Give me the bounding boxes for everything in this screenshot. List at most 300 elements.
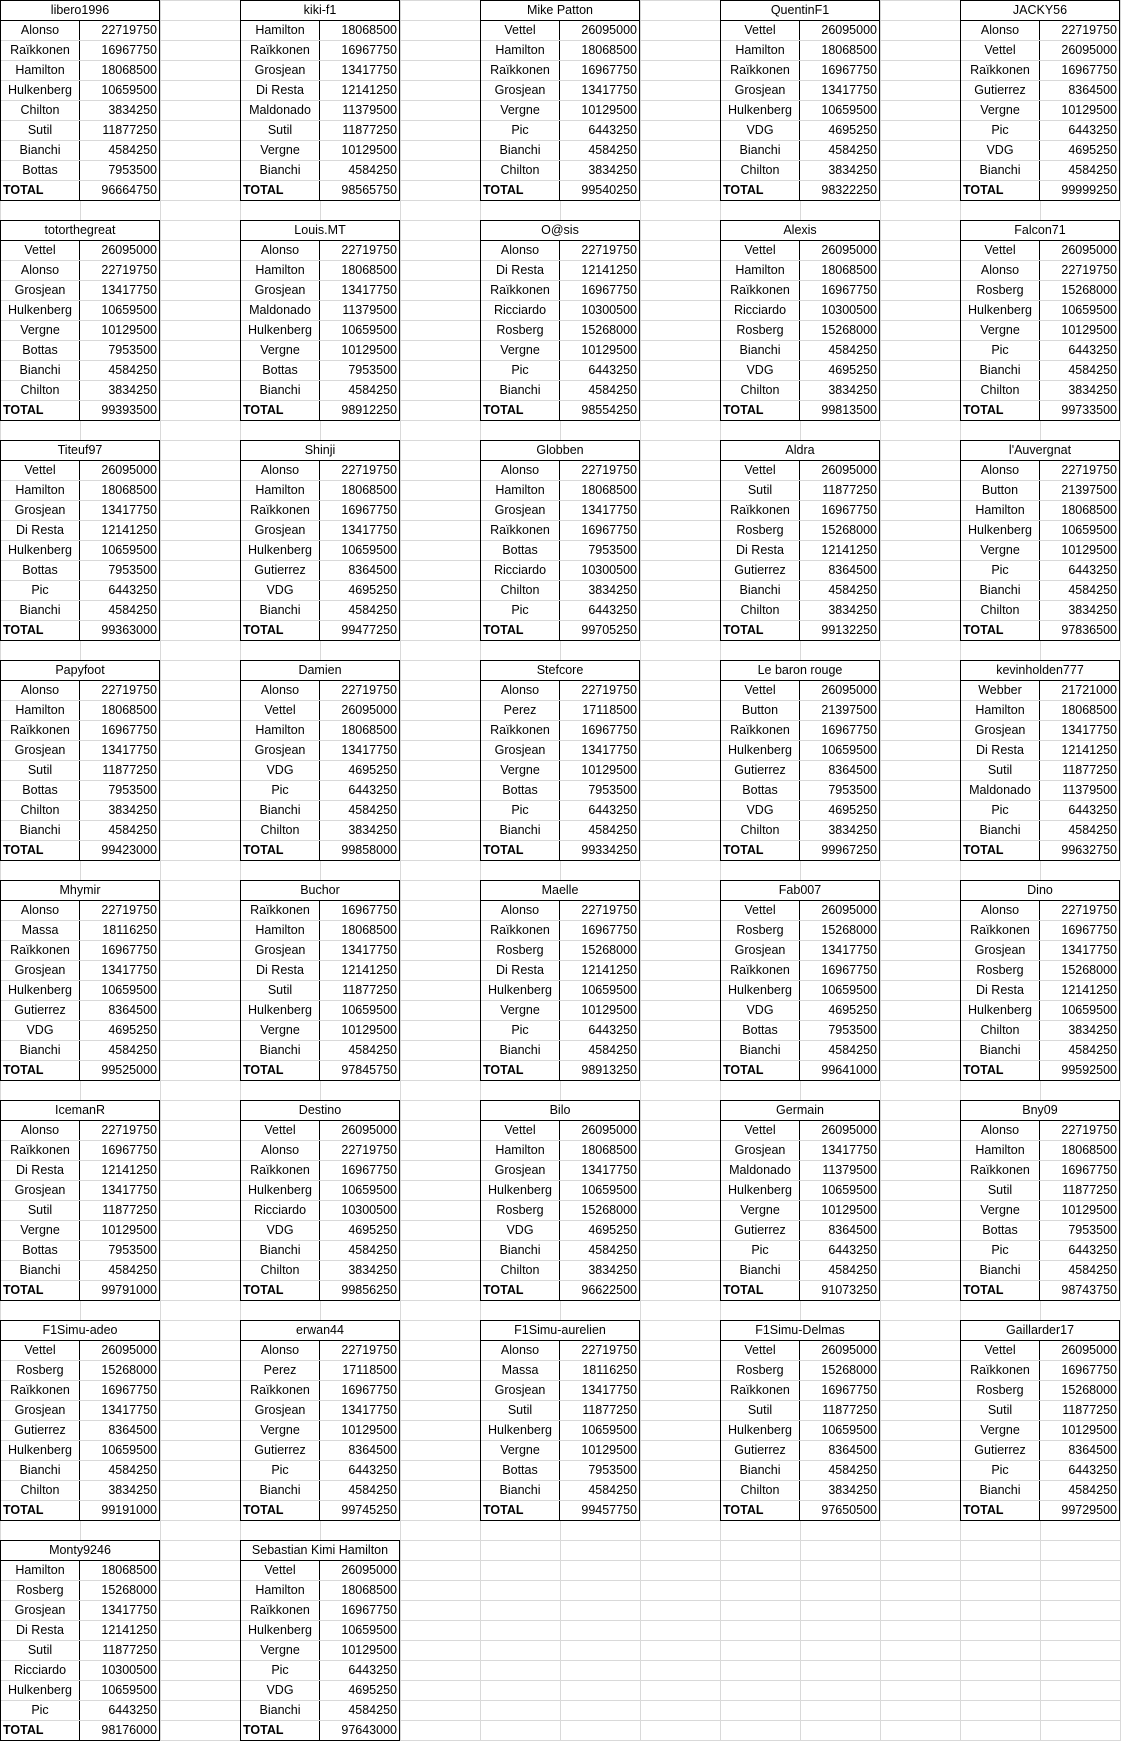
driver-value[interactable]: 10659500 [800,1421,880,1441]
driver-value[interactable]: 4584250 [800,341,880,361]
driver-name[interactable]: Grosjean [241,741,320,761]
driver-name[interactable]: Grosjean [481,81,560,101]
driver-value[interactable]: 7953500 [800,1021,880,1041]
driver-name[interactable]: Raïkkonen [481,721,560,741]
driver-name[interactable]: Bianchi [481,1041,560,1061]
driver-value[interactable]: 3834250 [560,161,640,181]
driver-value[interactable]: 11877250 [320,981,400,1001]
total-value[interactable]: 98176000 [80,1721,160,1741]
driver-value[interactable]: 11877250 [560,1401,640,1421]
driver-name[interactable]: VDG [721,121,800,141]
driver-value[interactable]: 8364500 [800,561,880,581]
driver-name[interactable]: Bianchi [961,821,1040,841]
driver-value[interactable]: 16967750 [560,281,640,301]
driver-value[interactable]: 13417750 [560,1381,640,1401]
total-value[interactable]: 99967250 [800,841,880,861]
driver-value[interactable]: 16967750 [800,61,880,81]
driver-name[interactable]: Sutil [1,1201,80,1221]
driver-value[interactable]: 6443250 [320,781,400,801]
team-name[interactable]: Buchor [241,881,399,901]
driver-value[interactable]: 3834250 [560,581,640,601]
driver-name[interactable]: Hamilton [1,61,80,81]
total-value[interactable]: 98912250 [320,401,400,421]
driver-name[interactable]: Hulkenberg [721,981,800,1001]
driver-value[interactable]: 4584250 [320,1701,400,1721]
driver-name[interactable]: Chilton [721,161,800,181]
driver-name[interactable]: Grosjean [481,741,560,761]
driver-value[interactable]: 8364500 [1040,81,1120,101]
driver-value[interactable]: 10129500 [80,321,160,341]
driver-name[interactable]: Gutierrez [721,761,800,781]
driver-name[interactable]: Bianchi [241,1241,320,1261]
driver-value[interactable]: 18068500 [1040,1141,1120,1161]
total-value[interactable]: 99393500 [80,401,160,421]
driver-name[interactable]: Grosjean [961,941,1040,961]
driver-name[interactable]: Bianchi [961,161,1040,181]
team-name[interactable]: Gaillarder17 [961,1321,1119,1341]
driver-value[interactable]: 13417750 [80,1601,160,1621]
driver-name[interactable]: Vergne [961,321,1040,341]
total-label[interactable]: TOTAL [1,1721,80,1741]
driver-name[interactable]: Hulkenberg [1,981,80,1001]
total-label[interactable]: TOTAL [1,841,80,861]
driver-name[interactable]: Chilton [721,1481,800,1501]
driver-value[interactable]: 26095000 [560,21,640,41]
driver-name[interactable]: Vettel [961,41,1040,61]
driver-name[interactable]: Vergne [721,1201,800,1221]
driver-name[interactable]: Bottas [721,781,800,801]
driver-name[interactable]: Hamilton [1,701,80,721]
total-label[interactable]: TOTAL [961,181,1040,201]
driver-name[interactable]: Bianchi [961,1481,1040,1501]
driver-value[interactable]: 15268000 [560,1201,640,1221]
driver-value[interactable]: 10659500 [80,81,160,101]
driver-value[interactable]: 6443250 [1040,801,1120,821]
driver-value[interactable]: 10659500 [320,541,400,561]
driver-name[interactable]: Raïkkonen [961,1361,1040,1381]
driver-name[interactable]: Vergne [1,1221,80,1241]
driver-value[interactable]: 4695250 [320,761,400,781]
driver-value[interactable]: 22719750 [320,1141,400,1161]
driver-name[interactable]: Chilton [1,381,80,401]
driver-name[interactable]: Vergne [241,1021,320,1041]
driver-name[interactable]: Raïkkonen [721,1381,800,1401]
driver-value[interactable]: 22719750 [560,901,640,921]
driver-value[interactable]: 10129500 [800,1201,880,1221]
driver-value[interactable]: 4584250 [80,361,160,381]
driver-name[interactable]: Rosberg [961,1381,1040,1401]
driver-value[interactable]: 4695250 [560,1221,640,1241]
driver-value[interactable]: 4584250 [320,1241,400,1261]
driver-name[interactable]: Hulkenberg [1,301,80,321]
driver-value[interactable]: 18068500 [560,1141,640,1161]
total-value[interactable]: 99813500 [800,401,880,421]
team-name[interactable]: Louis.MT [241,221,399,241]
total-label[interactable]: TOTAL [961,1501,1040,1521]
driver-value[interactable]: 10659500 [80,1441,160,1461]
driver-value[interactable]: 16967750 [80,1141,160,1161]
driver-value[interactable]: 3834250 [800,821,880,841]
driver-name[interactable]: Vettel [481,1121,560,1141]
driver-value[interactable]: 4584250 [800,581,880,601]
driver-value[interactable]: 13417750 [320,741,400,761]
driver-name[interactable]: Vettel [241,1121,320,1141]
driver-name[interactable]: Bianchi [241,801,320,821]
driver-value[interactable]: 22719750 [560,461,640,481]
driver-name[interactable]: Grosjean [481,1381,560,1401]
driver-value[interactable]: 3834250 [80,801,160,821]
driver-value[interactable]: 22719750 [1040,461,1120,481]
driver-value[interactable]: 3834250 [1040,381,1120,401]
driver-name[interactable]: Maldonado [721,1161,800,1181]
driver-value[interactable]: 4584250 [560,381,640,401]
driver-value[interactable]: 18068500 [320,261,400,281]
driver-name[interactable]: Hulkenberg [241,1001,320,1021]
driver-name[interactable]: Hulkenberg [481,981,560,1001]
driver-name[interactable]: Raïkkonen [721,501,800,521]
driver-value[interactable]: 18116250 [80,921,160,941]
driver-value[interactable]: 21397500 [800,701,880,721]
driver-name[interactable]: Sutil [721,1401,800,1421]
driver-value[interactable]: 3834250 [1040,1021,1120,1041]
driver-value[interactable]: 15268000 [80,1361,160,1381]
driver-value[interactable]: 7953500 [560,1461,640,1481]
driver-value[interactable]: 12141250 [320,81,400,101]
driver-name[interactable]: Raïkkonen [961,921,1040,941]
driver-name[interactable]: Chilton [1,101,80,121]
driver-value[interactable]: 10129500 [560,761,640,781]
driver-name[interactable]: Grosjean [1,1601,80,1621]
driver-value[interactable]: 10659500 [800,101,880,121]
driver-name[interactable]: Alonso [241,241,320,261]
driver-name[interactable]: Vergne [481,761,560,781]
driver-value[interactable]: 10129500 [320,1421,400,1441]
driver-value[interactable]: 18068500 [320,1581,400,1601]
total-value[interactable]: 99540250 [560,181,640,201]
total-label[interactable]: TOTAL [1,1281,80,1301]
driver-value[interactable]: 8364500 [80,1421,160,1441]
driver-name[interactable]: VDG [721,1001,800,1021]
driver-name[interactable]: Bianchi [961,361,1040,381]
total-value[interactable]: 97845750 [320,1061,400,1081]
team-name[interactable]: Mike Patton [481,1,639,21]
driver-value[interactable]: 4584250 [800,1261,880,1281]
driver-value[interactable]: 4584250 [320,1481,400,1501]
driver-name[interactable]: Pic [481,1021,560,1041]
driver-name[interactable]: Gutierrez [961,81,1040,101]
total-value[interactable]: 99525000 [80,1061,160,1081]
driver-value[interactable]: 4584250 [80,141,160,161]
driver-value[interactable]: 8364500 [320,561,400,581]
driver-name[interactable]: Ricciardo [721,301,800,321]
total-label[interactable]: TOTAL [241,401,320,421]
total-value[interactable]: 99856250 [320,1281,400,1301]
driver-name[interactable]: Hulkenberg [481,1421,560,1441]
total-value[interactable]: 99729500 [1040,1501,1120,1521]
driver-value[interactable]: 18068500 [320,721,400,741]
driver-name[interactable]: VDG [721,801,800,821]
driver-name[interactable]: Pic [961,1461,1040,1481]
driver-value[interactable]: 22719750 [320,1341,400,1361]
driver-value[interactable]: 15268000 [80,1581,160,1601]
driver-value[interactable]: 11379500 [320,301,400,321]
driver-name[interactable]: Vergne [481,1441,560,1461]
driver-value[interactable]: 13417750 [80,1401,160,1421]
driver-value[interactable]: 4695250 [1040,141,1120,161]
driver-value[interactable]: 10129500 [1040,1201,1120,1221]
driver-name[interactable]: Bianchi [721,1461,800,1481]
driver-value[interactable]: 11877250 [320,121,400,141]
driver-name[interactable]: Alonso [241,1141,320,1161]
driver-value[interactable]: 22719750 [1040,21,1120,41]
driver-value[interactable]: 3834250 [800,161,880,181]
team-name[interactable]: F1Simu-aurelien [481,1321,639,1341]
driver-value[interactable]: 18068500 [80,481,160,501]
driver-name[interactable]: Rosberg [721,1361,800,1381]
driver-name[interactable]: Vergne [961,1201,1040,1221]
total-label[interactable]: TOTAL [721,1501,800,1521]
driver-value[interactable]: 10659500 [320,321,400,341]
driver-value[interactable]: 22719750 [320,681,400,701]
driver-value[interactable]: 10659500 [560,1181,640,1201]
driver-name[interactable]: Chilton [1,801,80,821]
team-name[interactable]: O@sis [481,221,639,241]
driver-value[interactable]: 11877250 [1040,761,1120,781]
driver-value[interactable]: 10129500 [1040,101,1120,121]
driver-name[interactable]: Bianchi [241,1701,320,1721]
driver-name[interactable]: Hulkenberg [721,1181,800,1201]
driver-name[interactable]: Ricciardo [1,1661,80,1681]
driver-name[interactable]: VDG [481,1221,560,1241]
driver-value[interactable]: 10129500 [320,1641,400,1661]
driver-name[interactable]: Button [721,701,800,721]
driver-name[interactable]: Vettel [721,1121,800,1141]
team-name[interactable]: Falcon71 [961,221,1119,241]
driver-name[interactable]: Grosjean [1,1181,80,1201]
driver-value[interactable]: 16967750 [1040,1361,1120,1381]
driver-name[interactable]: Vergne [481,341,560,361]
driver-value[interactable]: 16967750 [80,721,160,741]
team-name[interactable]: F1Simu-Delmas [721,1321,879,1341]
driver-value[interactable]: 4584250 [1040,1261,1120,1281]
driver-value[interactable]: 12141250 [80,1621,160,1641]
driver-value[interactable]: 10300500 [80,1661,160,1681]
driver-name[interactable]: Bianchi [241,161,320,181]
driver-value[interactable]: 3834250 [80,1481,160,1501]
driver-name[interactable]: Pic [481,121,560,141]
total-label[interactable]: TOTAL [721,841,800,861]
driver-value[interactable]: 13417750 [80,1181,160,1201]
total-value[interactable]: 99191000 [80,1501,160,1521]
driver-name[interactable]: Alonso [1,21,80,41]
driver-value[interactable]: 3834250 [800,1481,880,1501]
driver-name[interactable]: Hamilton [481,481,560,501]
driver-name[interactable]: Vergne [241,1421,320,1441]
driver-name[interactable]: Raïkkonen [481,281,560,301]
total-label[interactable]: TOTAL [961,401,1040,421]
driver-name[interactable]: Alonso [241,681,320,701]
driver-name[interactable]: Raïkkonen [1,41,80,61]
driver-name[interactable]: Grosjean [721,1141,800,1161]
total-value[interactable]: 97836500 [1040,621,1120,641]
driver-value[interactable]: 22719750 [80,901,160,921]
total-label[interactable]: TOTAL [961,1281,1040,1301]
team-name[interactable]: Alexis [721,221,879,241]
driver-name[interactable]: Hulkenberg [961,1001,1040,1021]
driver-value[interactable]: 10659500 [320,1621,400,1641]
team-name[interactable]: Maelle [481,881,639,901]
team-name[interactable]: Papyfoot [1,661,159,681]
driver-name[interactable]: Pic [721,1241,800,1261]
total-label[interactable]: TOTAL [241,1281,320,1301]
driver-value[interactable]: 17118500 [560,701,640,721]
driver-value[interactable]: 16967750 [320,1381,400,1401]
driver-value[interactable]: 26095000 [1040,41,1120,61]
driver-name[interactable]: Pic [961,1241,1040,1261]
total-value[interactable]: 99632750 [1040,841,1120,861]
driver-value[interactable]: 4695250 [800,121,880,141]
driver-value[interactable]: 10659500 [80,1681,160,1701]
driver-value[interactable]: 4584250 [1040,821,1120,841]
total-value[interactable]: 99745250 [320,1501,400,1521]
driver-value[interactable]: 7953500 [80,161,160,181]
driver-name[interactable]: Vergne [1,321,80,341]
driver-value[interactable]: 10659500 [800,981,880,1001]
total-label[interactable]: TOTAL [481,1061,560,1081]
driver-value[interactable]: 13417750 [1040,721,1120,741]
driver-name[interactable]: Grosjean [721,81,800,101]
driver-name[interactable]: Hulkenberg [721,101,800,121]
driver-value[interactable]: 16967750 [80,1381,160,1401]
driver-value[interactable]: 13417750 [560,741,640,761]
team-name[interactable]: Aldra [721,441,879,461]
driver-value[interactable]: 7953500 [1040,1221,1120,1241]
team-name[interactable]: Fab007 [721,881,879,901]
driver-value[interactable]: 6443250 [800,1241,880,1261]
driver-value[interactable]: 16967750 [800,501,880,521]
driver-name[interactable]: Alonso [481,461,560,481]
driver-value[interactable]: 16967750 [80,941,160,961]
driver-value[interactable]: 22719750 [1040,901,1120,921]
driver-name[interactable]: Raïkkonen [241,41,320,61]
driver-value[interactable]: 4584250 [80,821,160,841]
driver-name[interactable]: Chilton [721,601,800,621]
driver-value[interactable]: 6443250 [320,1661,400,1681]
driver-name[interactable]: VDG [241,581,320,601]
driver-value[interactable]: 13417750 [560,1161,640,1181]
driver-value[interactable]: 16967750 [320,41,400,61]
driver-value[interactable]: 18068500 [560,41,640,61]
driver-value[interactable]: 4584250 [560,1241,640,1261]
driver-value[interactable]: 13417750 [320,61,400,81]
driver-value[interactable]: 22719750 [560,681,640,701]
driver-value[interactable]: 4584250 [80,1041,160,1061]
driver-value[interactable]: 11877250 [800,1401,880,1421]
driver-value[interactable]: 7953500 [320,361,400,381]
total-value[interactable]: 99423000 [80,841,160,861]
driver-name[interactable]: Grosjean [1,281,80,301]
driver-name[interactable]: Hamilton [481,1141,560,1161]
driver-name[interactable]: VDG [241,1221,320,1241]
team-name[interactable]: Destino [241,1101,399,1121]
driver-value[interactable]: 12141250 [560,261,640,281]
driver-name[interactable]: Ricciardo [481,301,560,321]
driver-name[interactable]: Gutierrez [721,1221,800,1241]
driver-value[interactable]: 21721000 [1040,681,1120,701]
driver-name[interactable]: Gutierrez [961,1441,1040,1461]
driver-value[interactable]: 15268000 [560,941,640,961]
driver-value[interactable]: 16967750 [800,721,880,741]
driver-value[interactable]: 13417750 [80,281,160,301]
driver-name[interactable]: Raïkkonen [241,901,320,921]
driver-name[interactable]: VDG [241,1681,320,1701]
driver-value[interactable]: 11877250 [80,121,160,141]
driver-name[interactable]: Hamilton [241,921,320,941]
total-label[interactable]: TOTAL [1,621,80,641]
total-label[interactable]: TOTAL [241,1501,320,1521]
driver-name[interactable]: Gutierrez [721,1441,800,1461]
driver-value[interactable]: 22719750 [320,241,400,261]
driver-name[interactable]: Alonso [481,1341,560,1361]
driver-name[interactable]: Alonso [961,461,1040,481]
driver-name[interactable]: Grosjean [1,961,80,981]
driver-name[interactable]: Grosjean [241,521,320,541]
driver-value[interactable]: 16967750 [1040,1161,1120,1181]
driver-name[interactable]: Rosberg [721,921,800,941]
driver-value[interactable]: 6443250 [80,1701,160,1721]
driver-value[interactable]: 8364500 [1040,1441,1120,1461]
driver-name[interactable]: Pic [1,581,80,601]
driver-name[interactable]: Bianchi [1,1461,80,1481]
driver-name[interactable]: Pic [961,801,1040,821]
driver-value[interactable]: 4695250 [320,1681,400,1701]
driver-name[interactable]: VDG [241,761,320,781]
driver-value[interactable]: 22719750 [1040,261,1120,281]
driver-name[interactable]: Alonso [241,461,320,481]
driver-value[interactable]: 6443250 [560,361,640,381]
driver-name[interactable]: Massa [481,1361,560,1381]
driver-value[interactable]: 7953500 [80,341,160,361]
driver-value[interactable]: 10129500 [320,1021,400,1041]
driver-value[interactable]: 16967750 [320,501,400,521]
driver-name[interactable]: Bianchi [1,1261,80,1281]
driver-value[interactable]: 13417750 [80,501,160,521]
driver-name[interactable]: Grosjean [481,1161,560,1181]
driver-value[interactable]: 3834250 [80,381,160,401]
driver-value[interactable]: 4695250 [320,581,400,601]
driver-value[interactable]: 4584250 [560,141,640,161]
driver-value[interactable]: 26095000 [320,701,400,721]
driver-name[interactable]: Hamilton [961,701,1040,721]
driver-value[interactable]: 13417750 [800,81,880,101]
driver-value[interactable]: 18068500 [800,261,880,281]
total-value[interactable]: 96664750 [80,181,160,201]
driver-value[interactable]: 10129500 [80,1221,160,1241]
team-name[interactable]: Sebastian Kimi Hamilton [241,1541,399,1561]
driver-value[interactable]: 13417750 [320,521,400,541]
driver-name[interactable]: Di Resta [721,541,800,561]
total-value[interactable]: 98322250 [800,181,880,201]
driver-name[interactable]: Sutil [241,981,320,1001]
driver-name[interactable]: Bianchi [481,1241,560,1261]
driver-name[interactable]: Raïkkonen [481,61,560,81]
driver-value[interactable]: 4584250 [560,1041,640,1061]
total-label[interactable]: TOTAL [1,401,80,421]
driver-value[interactable]: 10659500 [80,981,160,1001]
driver-value[interactable]: 26095000 [800,681,880,701]
driver-value[interactable]: 10129500 [560,1441,640,1461]
driver-name[interactable]: Grosjean [241,941,320,961]
